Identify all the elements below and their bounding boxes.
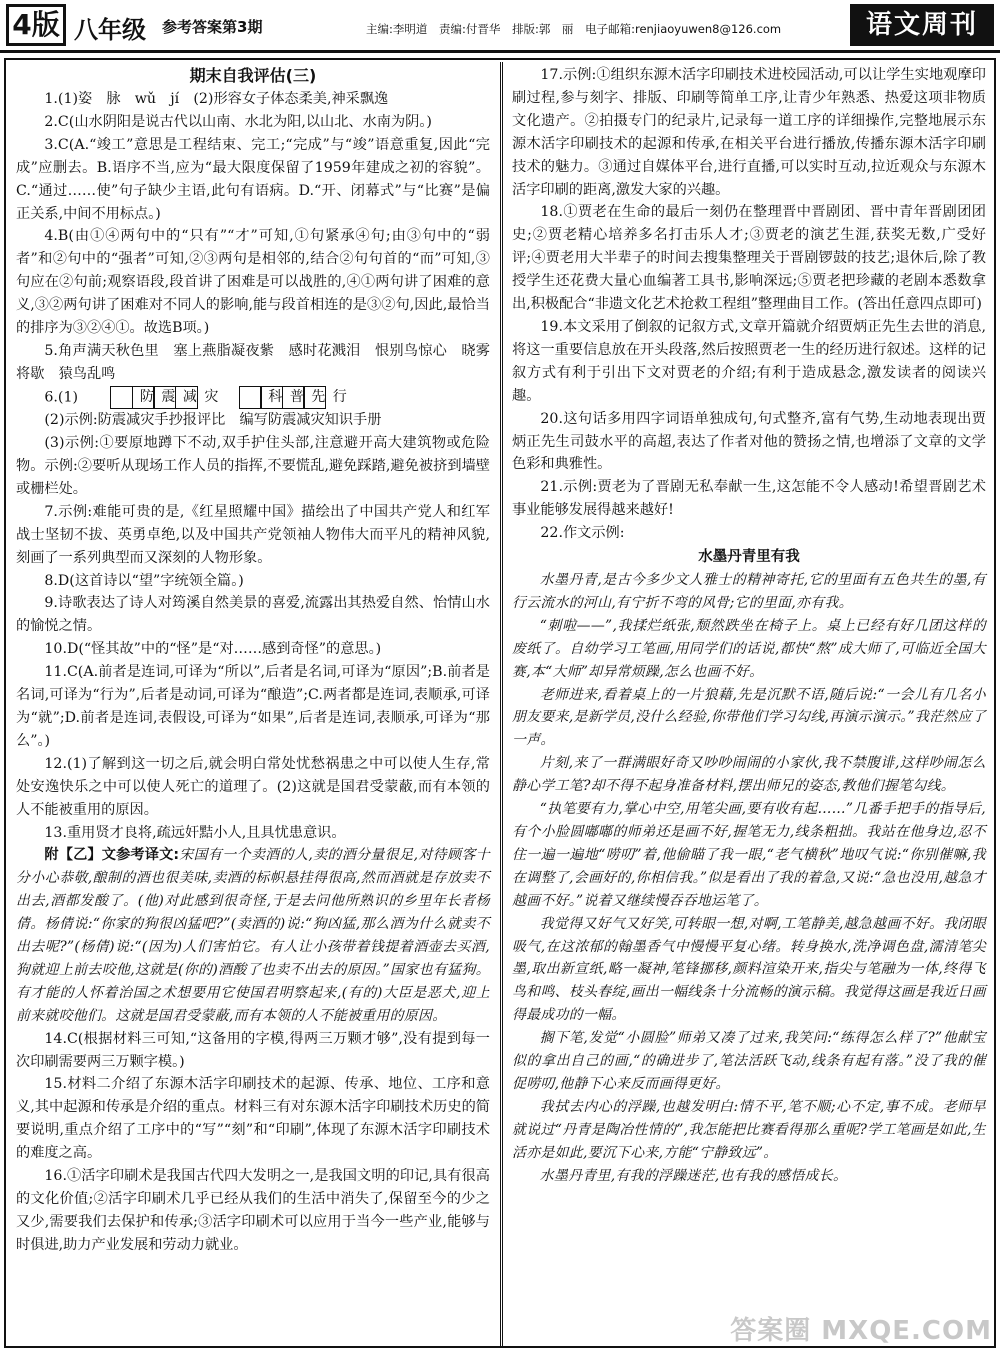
answer-q3: 3.C(A.“竣工”意思是工程结束、完工;“完成”与“竣”语意重复,因此“完成”应删去。B.语序不当,应为“最大限度保留了1959年建成之初的容貌”。C.“通过……使”句子缺少主语,此句有语病。D.“开、闭幕式”与“比赛”是偏正关系,中间不用标点。) xyxy=(16,136,490,222)
responsible-editor: 责编:付晋华 xyxy=(439,22,501,36)
answer-q13: 13.重用贤才良将,疏远奸黠小人,且具忧患意识。 xyxy=(44,824,346,841)
answer-q10: 10.D(“怪其故”中的“怪”是“对……感到奇怪”的意思。) xyxy=(44,641,382,658)
grade-label: 八年级 xyxy=(74,16,146,44)
essay-paragraph: “刺啦——”,我揉烂纸张,颓然跌坐在椅子上。桌上已经有好几团这样的废纸了。自幼学习工笔画,用同学们的话说,都快“熬”成大师了,可临近全国大赛,本“大师”却异常烦躁,怎么也画不好。 xyxy=(512,617,986,680)
header-bar xyxy=(0,0,1000,53)
char-box: 灾 xyxy=(175,386,198,409)
right-column xyxy=(512,64,986,1188)
char-box: 减 xyxy=(153,386,176,409)
section-title: 期末自我评估(三) xyxy=(189,66,317,85)
answer-q11: 11.C(A.前者是连词,可译为“所以”,后者是名词,可译为“原因”;B.前者是名词,可译为“行为”,后者是动词,可译为“酿造”;C.两者都是连词,表顺承,可译为“就”;D.前者是连词,表假设,可译为“如果”,后者是连词,表顺承,可译为“那么”。) xyxy=(16,664,490,749)
translation-block xyxy=(16,844,490,1027)
answer-q15: 15.材料二介绍了东源木活字印刷技术的起源、传承、地位、工序和意义,其中起源和传承是介绍的重点。材料三有对东源木活字印刷技术历史的简要说明,重点介绍了工序中的“写”“刻”和“印刷”,体现了东源木活字印刷技术的难度之高。 xyxy=(16,1076,490,1162)
essay-paragraph: 搁下笔,发觉“小圆脸”师弟又凑了过来,我笑问:“练得怎么样了?”他献宝似的拿出自己的画,“的确进步了,笔法活跃飞动,线条有起有落。”没了我的催促唠叨,他静下心来反而画得更好。 xyxy=(512,1030,986,1092)
answer-q7: 7.示例:难能可贵的是,《红星照耀中国》描绘出了中国共产党人和红军战士坚韧不拔、英勇卓绝,以及中国共产党领袖人物伟大而平凡的精神风貌,刻画了一系列典型而又深刻的人物形象。 xyxy=(16,503,490,566)
answer-q8: 8.D(这首诗以“望”字统领全篇。) xyxy=(44,572,244,589)
answer-q6-2: (2)示例:防震减灾手抄报评比 编写防震减灾知识手册 xyxy=(44,412,382,429)
credits xyxy=(366,21,789,37)
essay-paragraph: 片刻,来了一群满眼好奇又吵吵闹闹的小家伙,我不禁腹诽,这样吵闹怎么静心学工笔?却不得不起身准备材料,摆出师兄的姿态,教他们握笔勾线。 xyxy=(512,755,986,795)
answer-q19: 19.本文采用了倒叙的记叙方式,文章开篇就介绍贾炳正先生去世的消息,将这一重要信息放在开头段落,然后按照贾老一生的经历进行叙述。这样的记叙方式有利于引出下文对贾老的介绍;有利于造成悬念,激发读者的阅读兴趣。 xyxy=(512,318,986,404)
translation-text: 宋国有一个卖酒的人,卖的酒分量很足,对待顾客十分小心恭敬,酿制的酒也很美味,卖酒的标帜悬挂得很高,然而酒就是存放卖不出去,酒都发酸了。(他)对此感到很奇怪,于是去问他所熟识的乡里年长者杨倩。杨倩说:“你家的狗很凶猛吧?”(卖酒的)说:“狗凶猛,那么酒为什么就卖不出去呢?”(杨倩)说:“(因为)人们害怕它。有人让小孩带着钱提着酒壶去买酒,狗就迎上前去咬他,这就是(你的)酒酸了也卖不出去的原因。”国家也有猛狗。有才能的人怀着治国之术想要用它使国君明察起来,(有的)大臣是恶犬,迎上前来就咬他们。这就是国君受蒙蔽,而有本领的人不能被重用的原因。 xyxy=(16,847,490,1024)
essay-paragraph: 水墨丹青里,有我的浮躁迷茫,也有我的感悟成长。 xyxy=(539,1167,848,1184)
char-box-group-2 xyxy=(210,386,347,409)
essay-paragraph: 老师进来,看着桌上的一片狼藉,先是沉默不语,随后说:“一会儿有几名小朋友要来,是新学员,没什么经验,你带他们学习勾线,再演示演示。”我茫然应了一声。 xyxy=(512,686,986,749)
char-box: 防 xyxy=(110,386,133,409)
layout-editor: 排版:郭 丽 xyxy=(512,22,574,36)
essay-title: 水墨丹青里有我 xyxy=(698,549,800,566)
char-box: 普 xyxy=(260,386,283,409)
answer-q17: 17.示例:①组织东源木活字印刷技术进校园活动,可以让学生实地观摩印刷过程,参与刻字、排版、印刷等简单工序,让青少年熟悉、热爱这项非物质文化遗产。②拍摄专门的纪录片,记录每一道工序的详细操作,完整地展示东源木活字印刷技术的起源和传承,在相关平台进行播放,传播东源木活字印刷技术的魅力。③通过自媒体平台,进行直播,可以实时互动,拉近观众与东源木活字印刷的距离,激发大家的兴趣。 xyxy=(512,67,986,198)
essay-paragraph: 我觉得又好气又好笑,可转眼一想,对啊,工笔静美,越急越画不好。我闭眼吸气,在这浓郁的翰墨香气中慢慢平复心绪。转身换水,洗净调色盘,濡清笔尖墨,取出新宣纸,略一凝神,笔锋挪移,颜料渲染开来,指尖与笔融为一体,终得飞鸟和鸣、枝头春绽,画出一幅线条十分流畅的演示稿。我觉得这画是我近日画得最成功的一幅。 xyxy=(512,915,986,1024)
essay-paragraph: 我拭去内心的浮躁,也越发明白:情不平,笔不顺;心不定,事不成。老师早就说过“丹青是陶冶性情的”,我怎能把比赛看得那么重呢?学工笔画是如此,生活亦是如此,要沉下心来,方能“宁静致远”。 xyxy=(512,1098,986,1161)
q6-label: 6.(1) xyxy=(44,389,79,406)
answer-q21: 21.示例:贾老为了晋剧无私奉献一生,这怎能不令人感动!希望晋剧艺术事业能够发展得越来越好! xyxy=(512,479,986,519)
char-box: 先 xyxy=(282,386,305,409)
left-column xyxy=(16,64,490,1257)
email: 电子邮箱:renjiaoyuwen8@126.com xyxy=(585,22,782,36)
char-box: 震 xyxy=(132,386,155,409)
char-box: 科 xyxy=(239,386,262,409)
answer-q22: 22.作文示例: xyxy=(540,525,625,542)
char-box: 行 xyxy=(303,386,326,409)
answer-q6-1 xyxy=(16,386,490,409)
column-divider xyxy=(500,62,503,1346)
translation-label: 附【乙】文参考译文: xyxy=(44,847,180,864)
answer-q14: 14.C(根据材料三可知,“这备用的字模,得两三万颗才够”,没有提到每一次印刷需要两三万颗字模。) xyxy=(16,1030,490,1070)
char-box-group-1 xyxy=(82,386,219,409)
issue-label: 参考答案第3期 xyxy=(162,18,263,36)
editor: 主编:李明道 xyxy=(366,22,428,36)
answer-q6-3: (3)示例:①要原地蹲下不动,双手护住头部,注意避开高大建筑物或危险物。示例:②要听从现场工作人员的指挥,不要慌乱,避免踩踏,避免被挤到墙壁或栅栏处。 xyxy=(16,435,490,497)
answer-q1: 1.(1)姿 脉 wǔ jí (2)形容女子体态柔美,神采飘逸 xyxy=(44,91,389,107)
answer-q9: 9.诗歌表达了诗人对筠溪自然美景的喜爱,流露出其热爱自然、怡情山水的愉悦之情。 xyxy=(16,595,490,635)
essay-paragraph: 水墨丹青,是古今多少文人雅士的精神寄托,它的里面有五色共生的墨,有行云流水的河山,有宁折不弯的风骨;它的里面,亦有我。 xyxy=(512,572,986,611)
answer-q20: 20.这句话多用四字词语单独成句,句式整齐,富有气势,生动地表现出贾炳正先生司鼓水平的高超,表达了作者对他的赞扬之情,也增添了文章的文学色彩和典雅性。 xyxy=(512,410,986,473)
essay-paragraph: “执笔要有力,掌心中空,用笔尖画,要有收有起……”几番手把手的指导后,有个小脸圆嘟嘟的师弟还是画不好,握笔无力,线条粗拙。我站在他身边,忍不住一遍一遍地“唠叨”着,他偷瞄了我一眼,“老气横秋”地叹气说:“你别催嘛,我在调整了,会画好的,你相信我。”似是看出了我的着急,又说:“急也没用,越急才越画不好。”说着又继续慢吞吞地运笔了。 xyxy=(512,801,986,909)
masthead: 语文周刊 xyxy=(850,4,994,46)
answer-q5: 5.角声满天秋色里 塞上燕脂凝夜紫 感时花溅泪 恨别鸟惊心 晓雾将歇 猿鸟乱鸣 xyxy=(16,342,490,382)
page-version: 4版 xyxy=(6,4,66,46)
answer-q12: 12.(1)了解到这一切之后,就会明白常处忧愁祸患之中可以使人生存,常处安逸快乐之中可以使人死亡的道理了。(2)这就是国君受蒙蔽,而有本领的人不能被重用的原因。 xyxy=(16,755,490,818)
answer-q16: 16.①活字印刷术是我国古代四大发明之一,是我国文明的印记,具有很高的文化价值;②活字印刷术几乎已经从我们的生活中消失了,保留至今的少之又少,需要我们去保护和传承;③活字印刷术可以应用于当今一些产业,能够与时俱进,助力产业发展和劳动力就业。 xyxy=(16,1168,490,1253)
watermark: 答案圈 MXQE.COM xyxy=(730,1316,992,1346)
answer-q4: 4.B(由①④两句中的“只有”“才”可知,①句紧承④句;由③句中的“弱者”和②句中的“强者”可知,②③两句是相邻的,结合②句句首的“而”可知,③句应在②句前;观察语段,段首讲了困难是可以战胜的,④①两句讲了困难的意义,③②两句讲了困难对不同人的影响,能与段首相连的是③②句,因此,最恰当的排序为③②④①。故选B项。) xyxy=(16,228,490,337)
answer-q2: 2.C(山水阴阳是说古代以山南、水北为阳,以山北、水南为阴。) xyxy=(44,113,432,130)
answer-q18: 18.①贾老在生命的最后一刻仍在整理晋中晋剧团、晋中青年晋剧团团史;②贾老精心培养多名打击乐人才;③贾老的演艺生涯,获奖无数,广受好评;④贾老用大半辈子的时间去搜集整理关于晋剧锣鼓的技艺;退休后,除了教授学生还花费大量心血编著工具书,影响深远;⑤贾老把珍藏的老剧本悉数拿出,积极配合“非遗文化艺术抢救工程组”整理曲目工作。(答出任意四点即可) xyxy=(512,204,986,313)
